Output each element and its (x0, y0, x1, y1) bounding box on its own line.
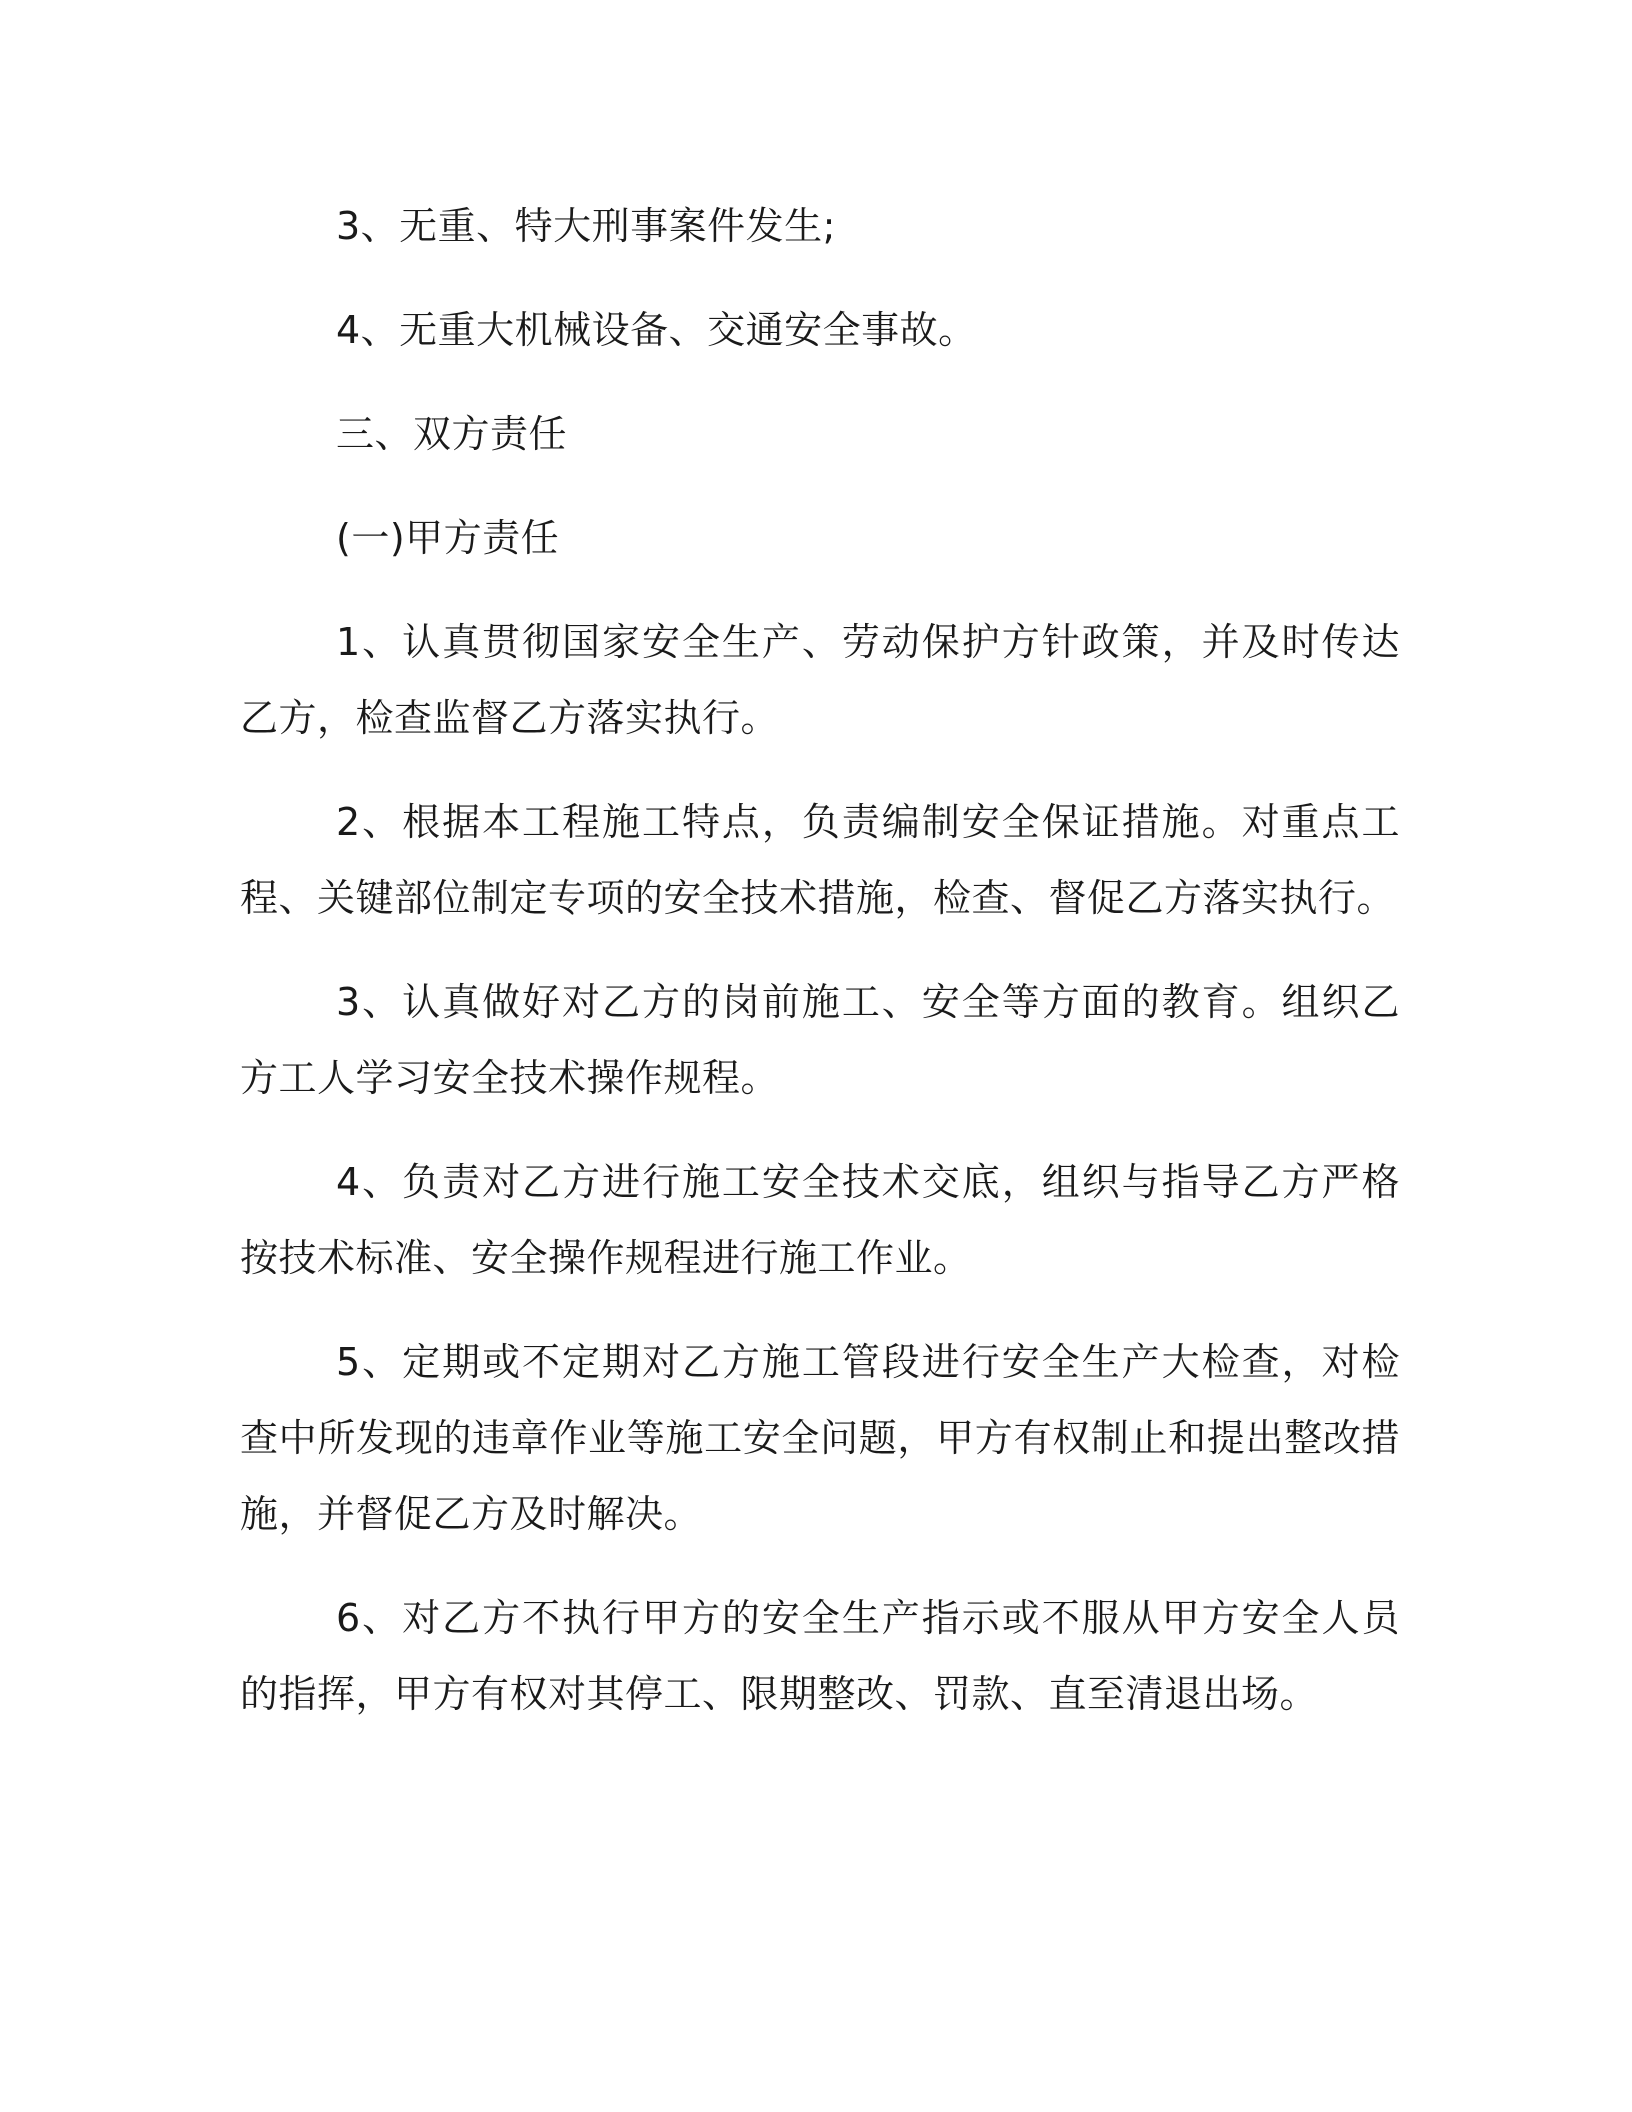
clause-4: 4、负责对乙方进行施工安全技术交底，组织与指导乙方严格按技术标准、安全操作规程进行施工作业。 (240, 1160, 1400, 1280)
clause-3: 3、认真做好对乙方的岗前施工、安全等方面的教育。组织乙方工人学习安全技术操作规程。 (240, 980, 1400, 1100)
clause-5: 5、定期或不定期对乙方施工管段进行安全生产大检查，对检查中所发现的违章作业等施工安全问题，甲方有权制止和提出整改措施，并督促乙方及时解决。 (240, 1340, 1400, 1536)
clause-6: 6、对乙方不执行甲方的安全生产指示或不服从甲方安全人员的指挥，甲方有权对其停工、限期整改、罚款、直至清退出场。 (240, 1596, 1400, 1716)
list-item-no-major-accident: 4、无重大机械设备、交通安全事故。 (336, 308, 977, 352)
document-body (240, 188, 1400, 1760)
clause-2: 2、根据本工程施工特点，负责编制安全保证措施。对重点工程、关键部位制定专项的安全技术措施，检查、督促乙方落实执行。 (240, 800, 1400, 920)
list-item-no-major-crime: 3、无重、特大刑事案件发生; (336, 204, 836, 248)
subsection-heading-party-a: (一)甲方责任 (336, 516, 560, 560)
section-heading-mutual-responsibility: 三、双方责任 (336, 412, 568, 456)
clause-1: 1、认真贯彻国家安全生产、劳动保护方针政策，并及时传达乙方，检查监督乙方落实执行。 (240, 620, 1400, 740)
